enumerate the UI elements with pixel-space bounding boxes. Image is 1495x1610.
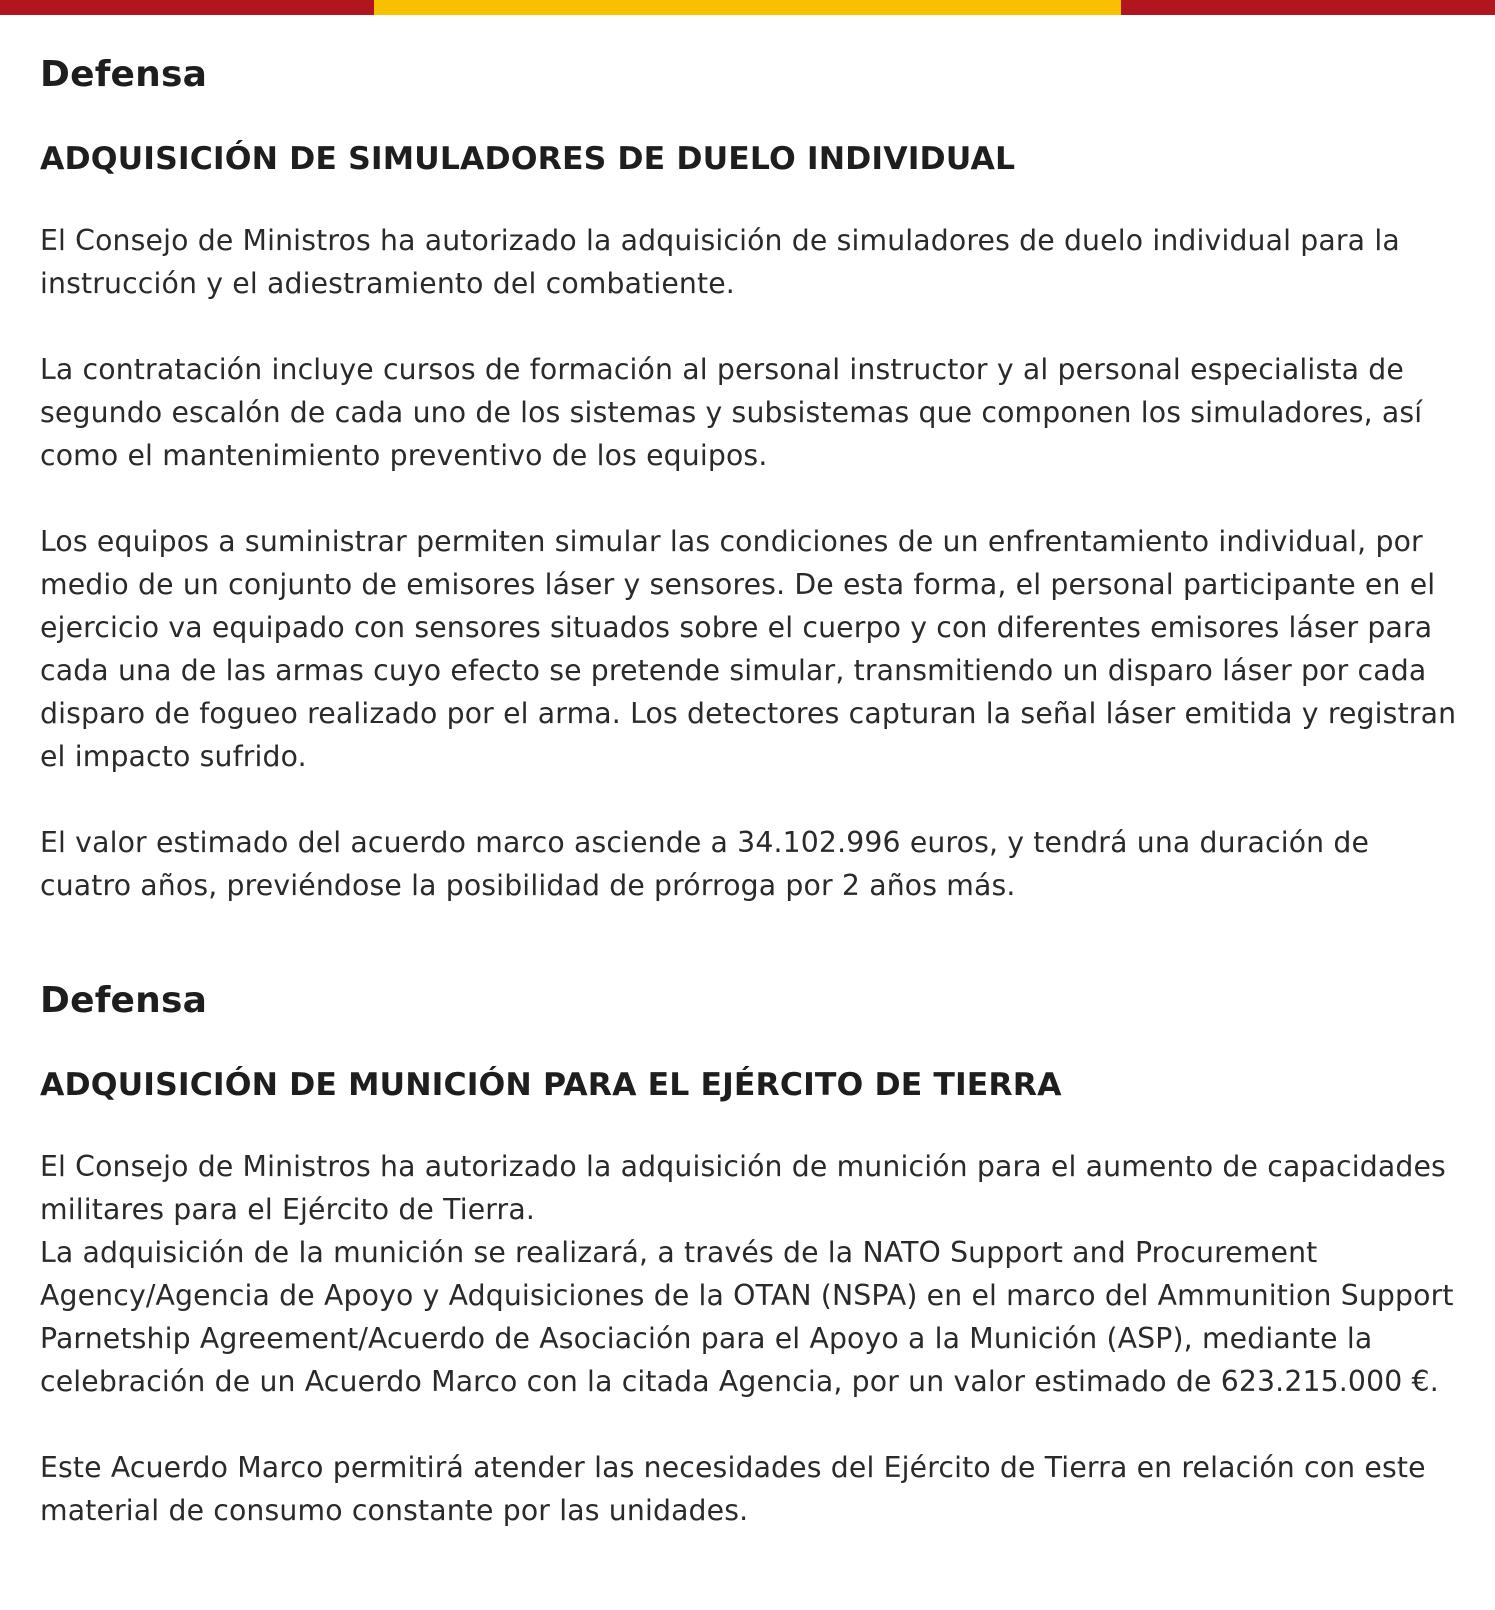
flag-stripe-yellow	[374, 0, 1121, 15]
ministry-title: Defensa	[40, 980, 208, 1021]
document-body	[40, 15, 1460, 1532]
paragraph: Los equipos a suministrar permiten simular las condiciones de un enfrentamiento individual, por medio de un conjunto de emisores láser y sensores. De esta forma, el personal participante en el ejercicio va equipado con sensores situados sobre el cuerpo y con diferentes emisores láser para cada una de las armas cuyo efecto se pretende simular, transmitiendo un disparo láser por cada disparo de fogueo realizado por el arma. Los detectores capturan la señal láser emitida y registran el impacto sufrido.	[40, 525, 1457, 773]
paragraph: El Consejo de Ministros ha autorizado la adquisición de simuladores de duelo individual para la instrucción y el adiestramiento del combatiente.	[40, 224, 1400, 300]
section-headline: ADQUISICIÓN DE SIMULADORES DE DUELO INDIVIDUAL	[40, 141, 1016, 177]
news-section-simuladores	[40, 53, 1460, 907]
paragraph: El valor estimado del acuerdo marco asciende a 34.102.996 euros, y tendrá una duración de cuatro años, previéndose la posibilidad de prórroga por 2 años más.	[40, 826, 1370, 902]
flag-stripe-red-right	[1121, 0, 1495, 15]
section-headline: ADQUISICIÓN DE MUNICIÓN PARA EL EJÉRCITO DE TIERRA	[40, 1067, 1062, 1103]
paragraph: Este Acuerdo Marco permitirá atender las necesidades del Ejército de Tierra en relación con este material de consumo constante por las unidades.	[40, 1451, 1426, 1527]
paragraph: La contratación incluye cursos de formación al personal instructor y al personal especialista de segundo escalón de cada uno de los sistemas y subsistemas que componen los simuladores, así como el mantenimiento preventivo de los equipos.	[40, 353, 1423, 472]
flag-stripe	[0, 0, 1495, 15]
paragraph: La adquisición de la munición se realizará, a través de la NATO Support and Procurement Agency/Agencia de Apoyo y Adquisiciones de la OTAN (NSPA) en el marco del Ammunition Support Parnetship Agreement/Acuerdo de Asociación para el Apoyo a la Munición (ASP), mediante la celebración de un Acuerdo Marco con la citada Agencia, por un valor estimado de 623.215.000 €.	[40, 1236, 1454, 1398]
news-section-municion	[40, 979, 1460, 1532]
ministry-title: Defensa	[40, 54, 208, 95]
flag-stripe-red-left	[0, 0, 374, 15]
paragraph: El Consejo de Ministros ha autorizado la adquisición de munición para el aumento de capacidades militares para el Ejército de Tierra.	[40, 1150, 1446, 1226]
